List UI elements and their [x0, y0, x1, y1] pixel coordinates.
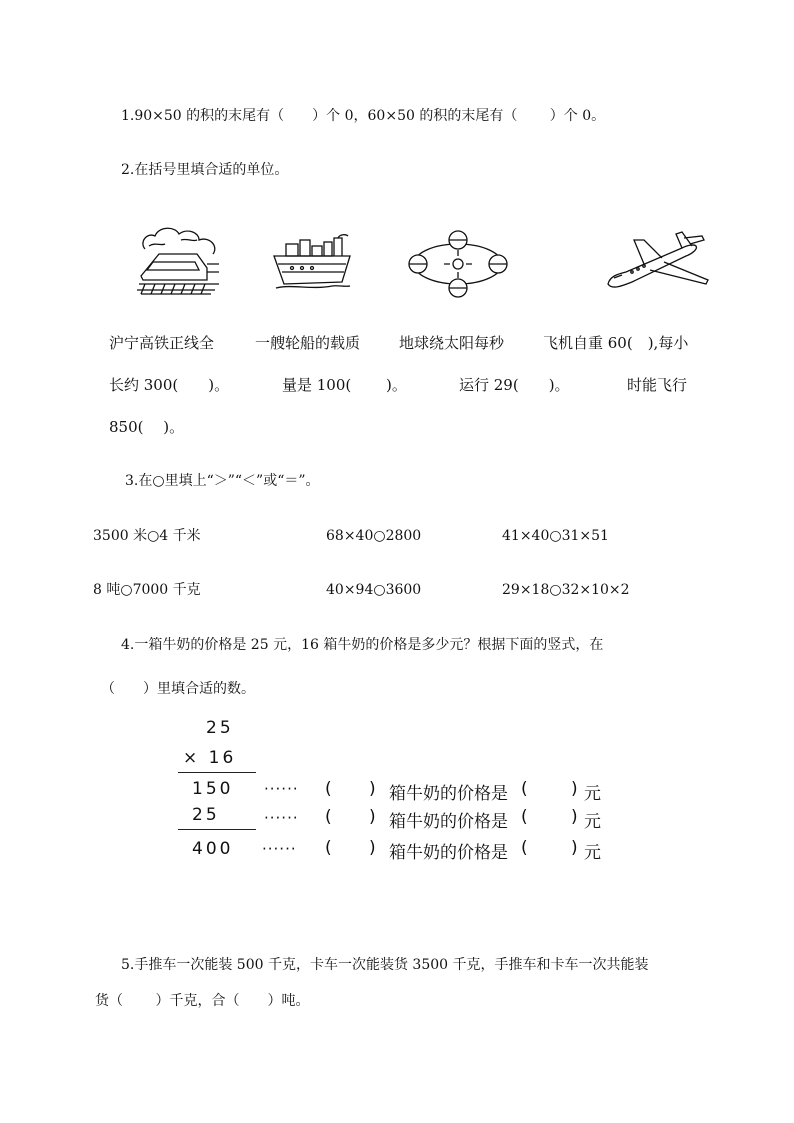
row2-blank-close: ) [369, 807, 376, 827]
earth-text-line-2: 运行 29( )。 [459, 376, 570, 394]
question-5-line-2: 货（ ）千克，合（ ）吨。 [95, 993, 310, 1009]
row2-unit: 元 [584, 812, 601, 832]
q3-row2-col1: 8 吨○7000 千克 [93, 582, 201, 598]
ship-text-line-1: 一艘轮船的载质 [255, 334, 361, 352]
q3-row2-col3: 29×18○32×10×2 [502, 582, 630, 598]
row1-blank2-close: ) [571, 779, 578, 799]
earth-orbit-icon [406, 228, 510, 300]
earth-text-line-1: 地球绕太阳每秒 [399, 334, 505, 352]
row3-dots: ······ [262, 840, 297, 858]
airplane-icon [604, 228, 712, 296]
row1-blank-close: ) [369, 779, 376, 799]
question-2-title: 2.在括号里填合适的单位。 [121, 162, 289, 178]
train-text-line-1: 沪宁高铁正线全 [109, 334, 215, 352]
row3-blank2-open: ( [521, 838, 528, 858]
question-4-line-2: （ ）里填合适的数。 [101, 681, 255, 697]
multiplier: × 16 [183, 748, 237, 768]
question-1: 1.90×50 的积的末尾有（ ）个 0，60×50 的积的末尾有（ ）个 0。 [121, 108, 606, 124]
train-text-line-2: 长约 300( )。 [109, 376, 230, 394]
row1-dots: ······ [264, 780, 299, 798]
row3-blank-open: ( [325, 838, 332, 858]
airplane-text-line-2: 时能飞行 [627, 376, 688, 394]
row1-blank2-open: ( [521, 779, 528, 799]
partial-product-1: 150 [192, 779, 234, 799]
row2-dots: ······ [264, 809, 299, 827]
ship-text-line-2: 量是 100( )。 [282, 376, 407, 394]
q3-row1-col2: 68×40○2800 [326, 528, 422, 544]
row3-blank-close: ) [369, 838, 376, 858]
row3-text: 箱牛奶的价格是 [389, 843, 508, 863]
row2-blank-open: ( [325, 807, 332, 827]
question-5-line-1: 5.手推车一次能装 500 千克，卡车一次能装货 3500 千克，手推车和卡车一次共能装 [121, 957, 649, 973]
q3-row1-col1: 3500 米○4 千米 [93, 528, 201, 544]
airplane-text-line-1: 飞机自重 60( ),每小 [543, 334, 689, 352]
question-3-title: 3.在○里填上“＞”“＜”或“＝”。 [125, 473, 320, 489]
row1-blank-open: ( [325, 779, 332, 799]
product-result: 400 [192, 839, 234, 859]
calc-line-1 [178, 772, 256, 773]
q3-row2-col2: 40×94○3600 [326, 582, 422, 598]
airplane-text-line-3: 850( )。 [109, 418, 185, 436]
calc-line-2 [178, 829, 256, 830]
row1-unit: 元 [584, 784, 601, 804]
row2-text: 箱牛奶的价格是 [389, 812, 508, 832]
row1-text: 箱牛奶的价格是 [389, 784, 508, 804]
question-4-line-1: 4.一箱牛奶的价格是 25 元，16 箱牛奶的价格是多少元？根据下面的竖式，在 [121, 637, 604, 653]
partial-product-2: 25 [192, 805, 220, 825]
row2-blank2-close: ) [571, 807, 578, 827]
row2-blank2-open: ( [521, 807, 528, 827]
row3-unit: 元 [584, 843, 601, 863]
row3-blank2-close: ) [571, 838, 578, 858]
multiplicand: 25 [206, 718, 234, 738]
ship-icon [272, 234, 352, 292]
train-icon [135, 224, 221, 296]
q3-row1-col3: 41×40○31×51 [502, 528, 609, 544]
